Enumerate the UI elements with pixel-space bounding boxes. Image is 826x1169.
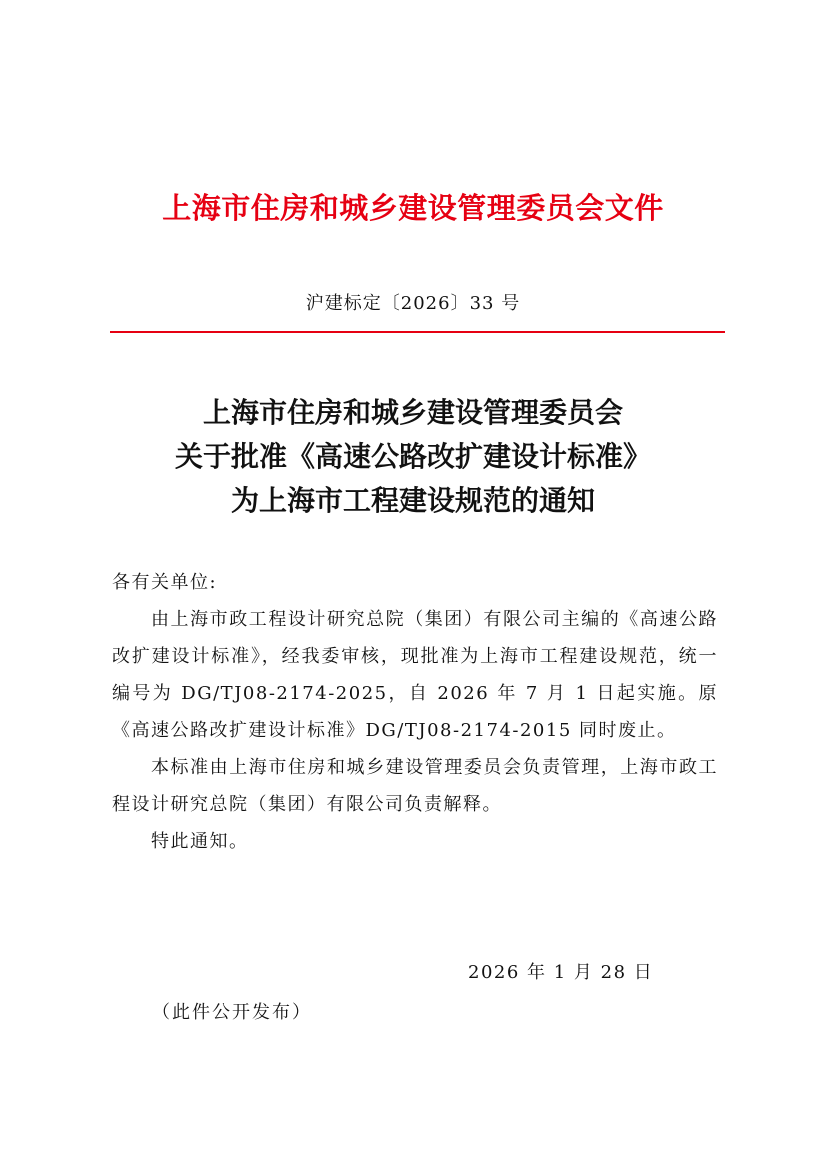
- title-line-2: 关于批准《高速公路改扩建设计标准》: [174, 440, 651, 473]
- red-divider-line: [110, 331, 725, 333]
- title-line-1: 上海市住房和城乡建设管理委员会: [202, 396, 623, 429]
- masthead-issuer: 上海市住房和城乡建设管理委员会文件: [162, 191, 664, 225]
- body-paragraph-approval: 由上海市政工程设计研究总院（集团）有限公司主编的《高速公路改扩建设计标准》，经我委审核，现批准为上海市工程建设规范，统一编号为 DG/TJ08-2174-2025，自 2026 年 7 月 1 日起实施。原《高速公路改扩建设计标准》DG/TJ08-2174-2015 同时废止。: [112, 609, 718, 741]
- body-paragraph-management: 本标准由上海市住房和城乡建设管理委员会负责管理，上海市政工程设计研究总院（集团）有限公司负责解释。: [112, 757, 718, 815]
- issue-date: 2026 年 1 月 28 日: [468, 962, 654, 983]
- title-line-3: 为上海市工程建设规范的通知: [230, 484, 595, 517]
- notice-body: [112, 564, 718, 860]
- closing-phrase: 特此通知。: [151, 831, 249, 852]
- document-number: 沪建标定〔2026〕33 号: [305, 293, 521, 314]
- salutation: 各有关单位:: [112, 572, 218, 593]
- release-note: （此件公开发布）: [152, 1002, 312, 1023]
- notice-title: [0, 391, 826, 523]
